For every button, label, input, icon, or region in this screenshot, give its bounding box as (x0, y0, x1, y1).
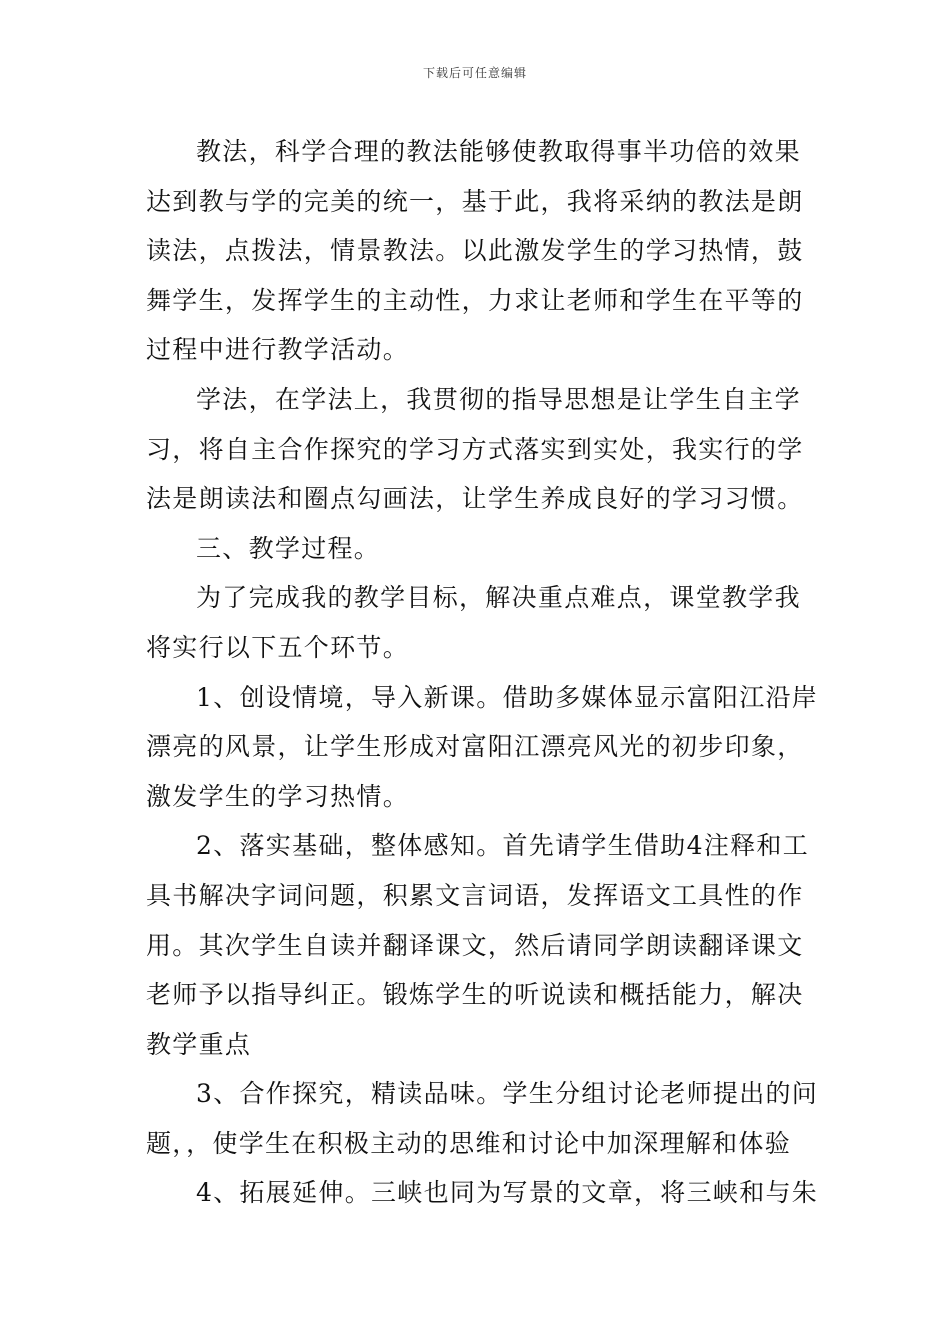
page-header: 下载后可任意编辑 (422, 66, 527, 80)
text-line: 法是朗读法和圈点勾画法，让学生养成良好的学习习惯。 (146, 484, 804, 514)
text-line: 习，将自主合作探究的学习方式落实到实处，我实行的学 (146, 434, 804, 464)
document-body (146, 127, 819, 1218)
text-line: 学法，在学法上，我贯彻的指导思想是让学生自主学 (196, 384, 801, 414)
text-line: 1、创设情境，导入新课。借助多媒体显示富阳江沿岸 (196, 682, 819, 712)
text-line: 3、合作探究，精读品味。学生分组讨论老师提出的问 (196, 1079, 819, 1109)
text-line: 达到教与学的完美的统一，基于此，我将采纳的教法是朗 (146, 186, 804, 216)
text-line: 老师予以指导纠正。锻炼学生的听说读和概括能力，解决 (146, 980, 804, 1010)
text-line: 漂亮的风景，让学生形成对富阳江漂亮风光的初步印象， (146, 732, 804, 762)
text-line: 题，，使学生在积极主动的思维和讨论中加深理解和体验 (146, 1128, 792, 1158)
text-line: 教法，科学合理的教法能够使教取得事半功倍的效果 (196, 137, 801, 166)
text-line: 过程中进行教学活动。 (146, 335, 410, 365)
text-line: 教学重点 (146, 1029, 252, 1059)
text-line: 具书解决字词问题，积累文言词语，发挥语文工具性的作 (146, 880, 804, 910)
section-heading: 三、教学过程。 (196, 533, 381, 563)
text-line: 读法，点拨法，情景教法。以此激发学生的学习热情，鼓 (146, 236, 804, 266)
text-line: 激发学生的学习热情。 (146, 781, 410, 811)
text-line: 用。其次学生自读并翻译课文，然后请同学朗读翻译课文 (146, 930, 804, 960)
text-line: 2、落实基础，整体感知。首先请学生借助4注释和工 (196, 831, 810, 861)
text-line: 舞学生，发挥学生的主动性，力求让老师和学生在平等的 (146, 285, 804, 315)
text-line: 为了完成我的教学目标，解决重点难点，课堂教学我 (196, 583, 801, 613)
text-line: 4、拓展延伸。三峡也同为写景的文章，将三峡和与朱 (196, 1178, 819, 1208)
text-line: 将实行以下五个环节。 (146, 632, 410, 662)
